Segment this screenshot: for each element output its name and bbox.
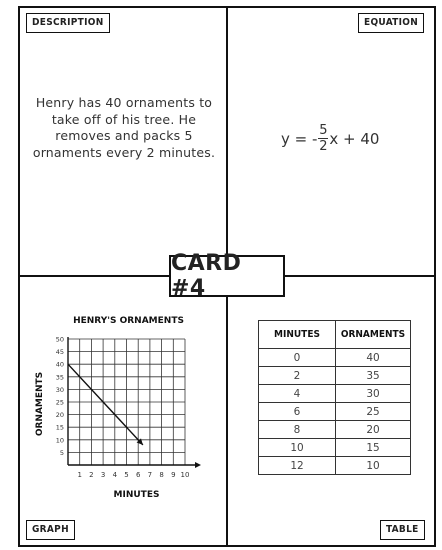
y-tick-label: 25 [55, 398, 64, 407]
table-cell-ornaments: 20 [336, 421, 411, 439]
fraction-numerator: 5 [319, 123, 328, 138]
x-axis-arrow [195, 462, 201, 468]
table-row [259, 457, 411, 475]
table-header-ornaments: ORNAMENTS [336, 321, 411, 349]
table-cell-ornaments: 10 [336, 457, 411, 475]
chart-title: HENRY'S ORNAMENTS [73, 316, 184, 326]
y-tick-label: 5 [59, 448, 64, 457]
x-tick-label: 4 [112, 471, 118, 479]
x-tick-label: 2 [89, 471, 94, 479]
table-cell-ornaments: 35 [336, 367, 411, 385]
x-tick-label: 9 [171, 471, 176, 479]
y-tick-label: 15 [55, 423, 64, 432]
table-row [259, 421, 411, 439]
minutes-ornaments-table [258, 320, 411, 475]
henrys-ornaments-graph [20, 310, 210, 510]
table-cell-ornaments: 15 [336, 439, 411, 457]
x-tick-label: 5 [124, 471, 129, 479]
x-tick-label: 3 [100, 471, 106, 479]
y-tick-label: 40 [55, 360, 64, 369]
table-cell-minutes: 8 [259, 421, 336, 439]
table-row [259, 385, 411, 403]
y-tick-label: 45 [55, 348, 64, 357]
table-row [259, 349, 411, 367]
table-header-row [259, 321, 411, 349]
x-axis-label: MINUTES [113, 490, 160, 500]
y-tick-label: 10 [55, 436, 64, 445]
y-axis-label: ORNAMENTS [35, 371, 45, 437]
table-cell-minutes: 2 [259, 367, 336, 385]
x-tick-label: 1 [77, 471, 82, 479]
y-tick-label: 30 [55, 385, 64, 394]
table-row [259, 403, 411, 421]
table-header-minutes: MINUTES [259, 321, 336, 349]
y-tick-label: 35 [55, 373, 64, 382]
table-cell-minutes: 4 [259, 385, 336, 403]
x-tick-label: 7 [147, 471, 153, 479]
card-title: CARD #4 [169, 255, 285, 297]
fraction-denominator: 2 [319, 139, 328, 154]
series-line [68, 364, 143, 445]
table-cell-minutes: 0 [259, 349, 336, 367]
x-tick-label: 10 [180, 471, 190, 479]
table-cell-minutes: 6 [259, 403, 336, 421]
table-cell-ornaments: 25 [336, 403, 411, 421]
equation-display [281, 124, 379, 153]
table-row [259, 367, 411, 385]
table-cell-minutes: 12 [259, 457, 336, 475]
table-row [259, 439, 411, 457]
table-label: TABLE [380, 520, 425, 540]
y-tick-label: 50 [55, 335, 64, 344]
description-label: DESCRIPTION [26, 13, 110, 33]
equation-rhs: x + 40 [329, 129, 380, 148]
x-tick-label: 6 [135, 471, 141, 479]
table-cell-ornaments: 40 [336, 349, 411, 367]
graph-label: GRAPH [26, 520, 75, 540]
equation-lhs: y = - [281, 129, 318, 148]
equation-label: EQUATION [358, 13, 424, 33]
table-cell-ornaments: 30 [336, 385, 411, 403]
table-cell-minutes: 10 [259, 439, 336, 457]
x-tick-label: 8 [159, 471, 164, 479]
y-tick-label: 20 [55, 411, 64, 420]
equation-fraction [318, 124, 328, 153]
description-text: Henry has 40 ornaments to take off of his tree. He removes and packs 5 ornaments every 2 minutes. [32, 95, 216, 160]
